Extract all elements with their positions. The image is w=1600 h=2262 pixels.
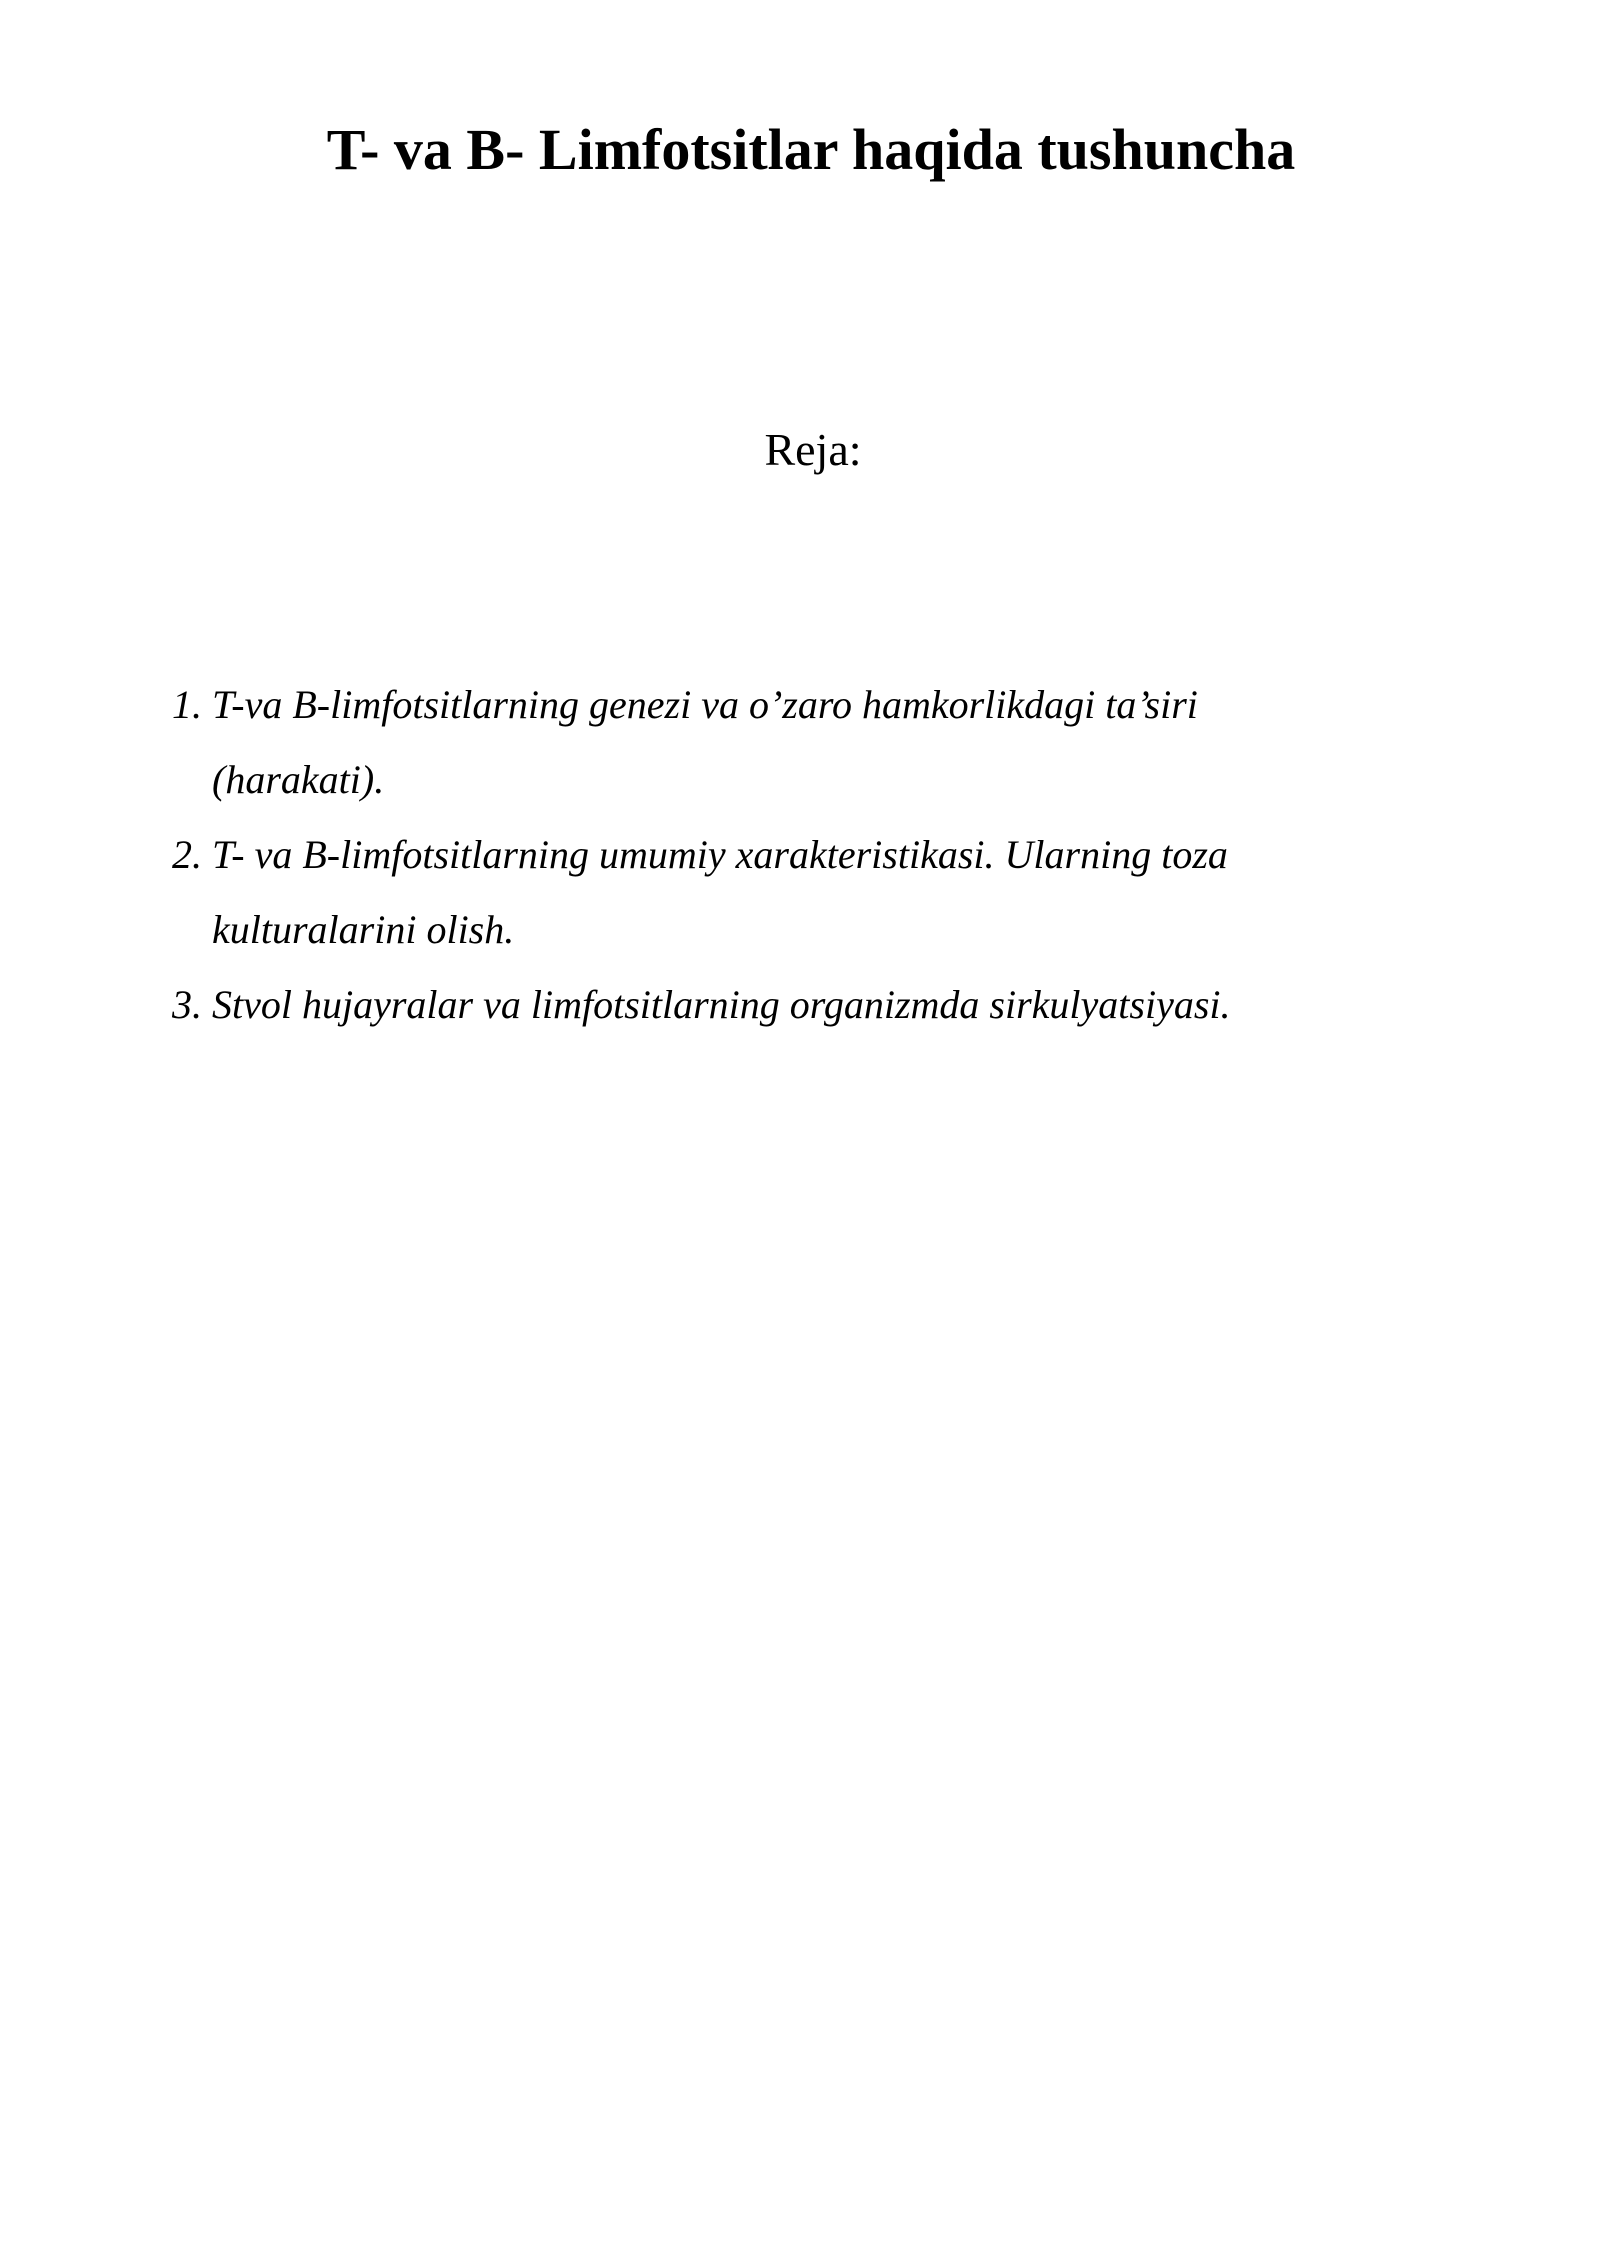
- plan-item-number: 3.: [172, 982, 202, 1027]
- plan-item-text: Stvol hujayralar va limfotsitlarning organizmda sirkulyatsiyasi.: [212, 982, 1231, 1027]
- plan-item-text: T-va B-limfotsitlarning genezi va o’zaro hamkorlikdagi ta’siri (harakati).: [212, 682, 1198, 802]
- plan-heading: Reja:: [764, 424, 862, 475]
- plan-item: [172, 667, 1342, 817]
- plan-item: [172, 817, 1342, 967]
- plan-item: [172, 967, 1342, 1042]
- plan-item-text: T- va B-limfotsitlarning umumiy xarakteristikasi. Ularning toza kulturalarini olish.: [212, 832, 1228, 952]
- plan-list: [172, 667, 1342, 1042]
- plan-item-number: 1.: [172, 682, 202, 727]
- plan-item-number: 2.: [172, 832, 202, 877]
- document-title: T- va B- Limfotsitlar haqida tushuncha: [326, 117, 1296, 182]
